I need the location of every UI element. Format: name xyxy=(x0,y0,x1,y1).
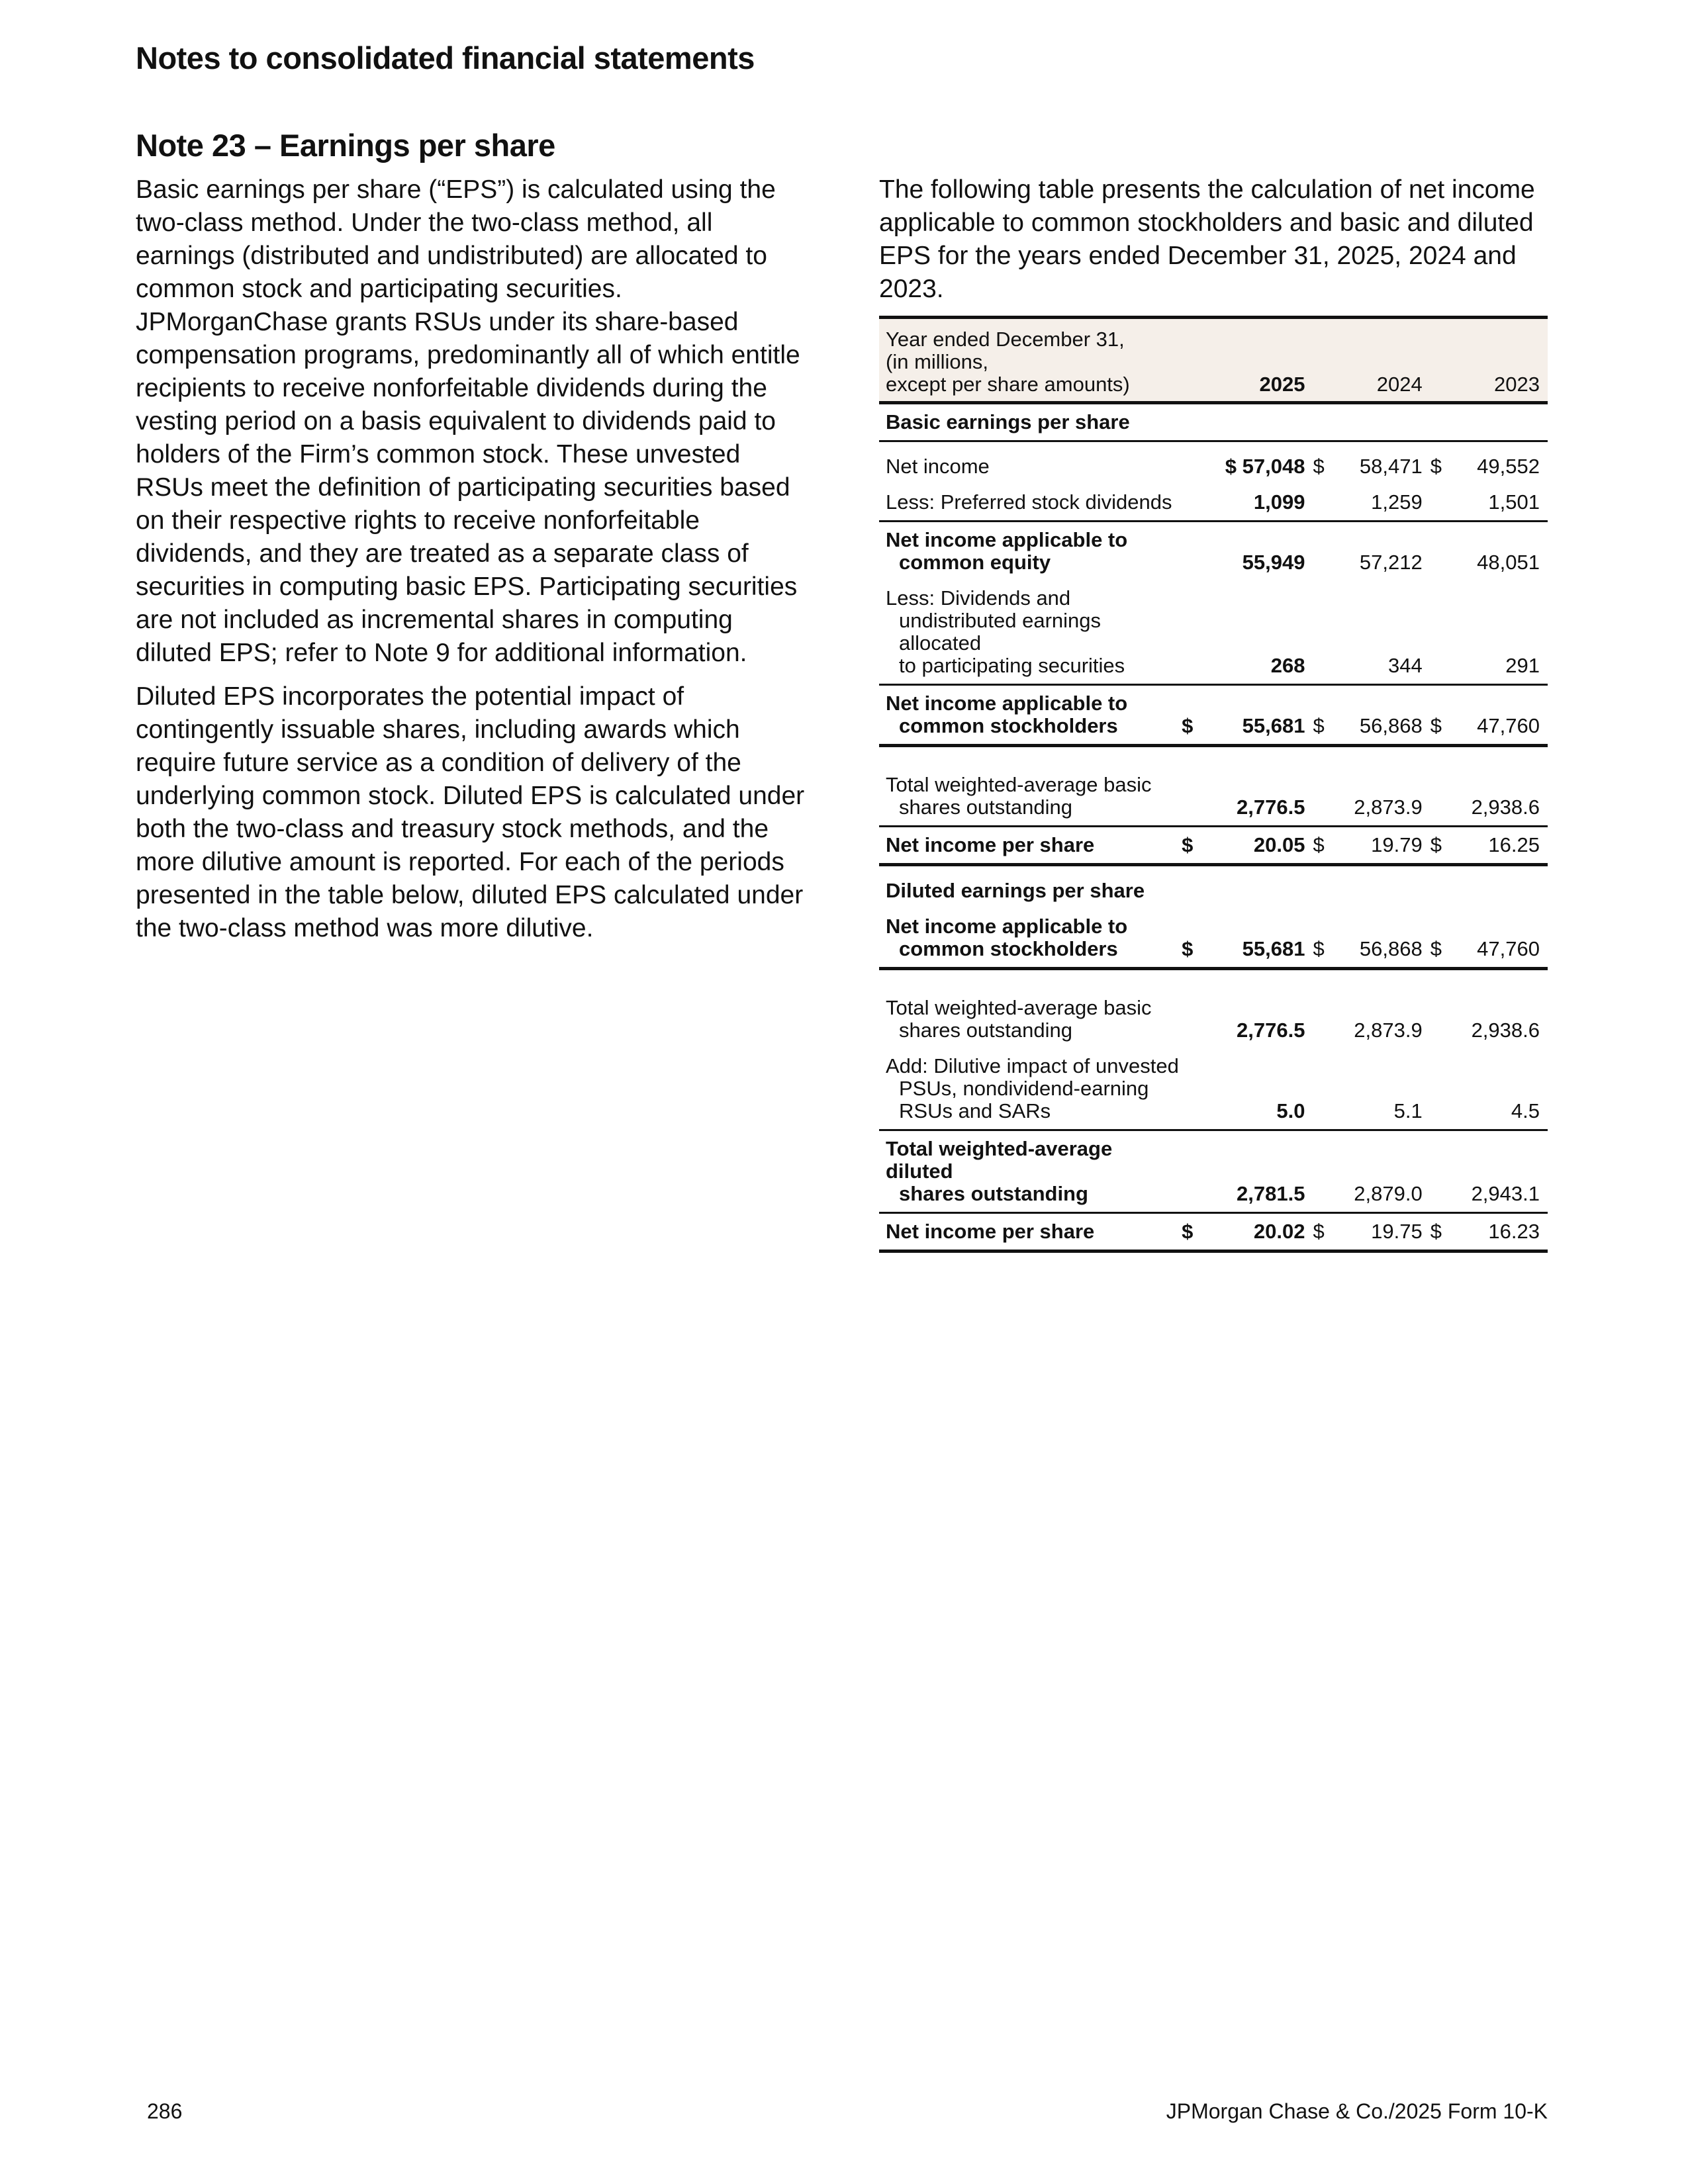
table-row: Net income applicable to common stockholders $ 55,681 $ 56,868 $ 47,760 xyxy=(879,685,1548,746)
table-row: Net income $ 57,048 $ 58,471 $ 49,552 xyxy=(886,455,1540,478)
year-2023-header: 2023 xyxy=(1430,318,1548,403)
table-row: Total weighted-average basic shares outstanding 2,776.5 2,873.9 2,938.6 xyxy=(879,746,1548,827)
table-row: Total weighted-average diluted shares outstanding 2,781.5 2,879.0 2,943.1 xyxy=(879,1130,1548,1213)
eps-table xyxy=(879,316,1548,1253)
table-row: Net income applicable to common stockholders $ 55,681 $ 56,868 $ 47,760 xyxy=(879,909,1548,969)
year-2024-header: 2024 xyxy=(1313,318,1430,403)
table-header-label: Year ended December 31, (in millions, except per share amounts) xyxy=(879,318,1182,403)
table-header-row xyxy=(879,318,1548,403)
table-row: Add: Dilutive impact of unvested PSUs, nondividend-earning RSUs and SARs 5.0 5.1 4.5 xyxy=(879,1048,1548,1130)
page-number: 286 xyxy=(147,2099,183,2123)
footer-source: JPMorgan Chase & Co./2025 Form 10-K xyxy=(1166,2099,1548,2123)
table-row: Less: Preferred stock dividends 1,099 1,259 1,501 xyxy=(879,484,1548,522)
page-heading: Notes to consolidated financial statements xyxy=(136,40,755,75)
table-row: Net income applicable to common equity 55,949 57,212 48,051 xyxy=(886,528,1540,574)
paragraph-diluted-eps: Diluted EPS incorporates the potential impact of contingently issuable shares, including awards which require future service as a condition of delivery of the underlying common stock. Diluted EPS is calculated under both the two-class and treasury stock methods, and the more dilutive amount is reported. For each of the periods presented in the table below, diluted EPS calculated under the two-class method was more dilutive. xyxy=(136,682,805,942)
table-row: Net income per share $ 20.05 $ 19.79 $ 16.25 xyxy=(879,827,1548,865)
note-title: Note 23 – Earnings per share xyxy=(136,128,555,163)
year-2025-header: 2025 xyxy=(1182,318,1313,403)
section-heading-basic: Basic earnings per share xyxy=(879,403,1548,441)
table-row: Less: Dividends and undistributed earnings allocated to participating securities 268 344 291 xyxy=(879,580,1548,685)
section-heading-diluted: Diluted earnings per share xyxy=(886,879,1145,902)
table-row: Net income per share $ 20.02 $ 19.75 $ 16.23 xyxy=(879,1213,1548,1251)
note-body xyxy=(136,173,811,956)
table-row: Total weighted-average basic shares outstanding 2,776.5 2,873.9 2,938.6 xyxy=(886,996,1540,1042)
paragraph-basic-eps: Basic earnings per share (“EPS”) is calculated using the two-class method. Under the two-class method, all earnings (distributed and undistributed) are allocated to common stock and participating securities. JPMorganChase grants RSUs under its share-based compensation programs, predominantly all of which entitle recipients to receive nonforfeitable dividends during the vesting period on a basis equivalent to dividends paid to holders of the Firm’s common stock. These unvested RSUs meet the definition of participating securities based on their respective rights to receive nonforfeitable dividends, and they are treated as a separate class of securities in computing basic EPS. Participating securities are not included as incremental shares in computing diluted EPS; refer to Note 9 for additional information. xyxy=(136,175,800,667)
table-intro: The following table presents the calculation of net income applicable to common stockholders and basic and diluted EPS for the years ended December 31, 2025, 2024 and 2023. xyxy=(879,175,1535,303)
